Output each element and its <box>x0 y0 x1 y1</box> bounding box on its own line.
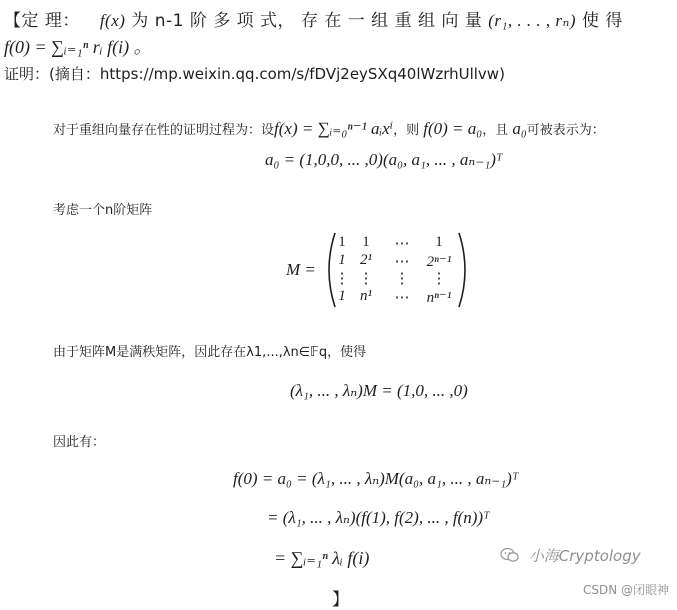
right-paren <box>455 231 473 309</box>
proof-repr: 可被表示为： <box>526 123 605 138</box>
proof-and: ，且 <box>482 123 509 138</box>
theorem-label: 定 理： <box>21 11 80 31</box>
wechat-logo-icon <box>500 547 520 563</box>
proof-intro-text: 对于重组向量存在性的证明过程为：设 <box>53 123 275 138</box>
equation-lambda-m: (λ₁, ... , λₙ)M = (1,0, ... ,0) <box>290 381 468 400</box>
proof-then: ，则 <box>393 123 420 138</box>
matrix-cell: nⁿ⁻¹ <box>426 290 452 306</box>
matrix-cell: 1 <box>362 234 370 250</box>
inline-polynomial: f(x) = ∑ᵢ₌₀ⁿ⁻¹ aᵢxⁱ <box>274 119 394 138</box>
equation-sum: = ∑ᵢ₌₁ⁿ λᵢ f(i) <box>274 548 370 568</box>
matrix-cell: ⋯ <box>394 254 410 270</box>
theorem-line-1 <box>4 6 623 31</box>
matrix-cell: ⋯ <box>394 236 410 252</box>
matrix-cell: n¹ <box>360 288 372 304</box>
theorem-text-1: 为 n-1 阶 多 项 式， 存 在 一 组 重 组 向 量 <box>125 11 489 31</box>
source-line: 证明：(摘自：https://mp.weixin.qq.com/s/fDVj2eySXq40lWzrhUllvw) <box>4 65 505 83</box>
matrix-cell: 2¹ <box>360 252 372 268</box>
matrix-cell: ⋮ <box>358 271 374 287</box>
open-bracket: 【 <box>4 11 22 31</box>
theorem-text-2: 使 得 <box>576 11 623 31</box>
watermark-text: 小海Cryptology <box>528 547 641 565</box>
theorem-line-2: f(0) = ∑ᵢ₌₁ⁿ rᵢ f(i) 。 <box>4 37 152 57</box>
theorem-tuple: (r₁, . . . , rₙ) <box>488 11 577 30</box>
matrix-cell: 1 <box>338 234 346 250</box>
matrix-cell: ⋯ <box>394 290 410 306</box>
watermark <box>500 545 641 566</box>
close-bracket: 】 <box>332 590 349 610</box>
matrix-cell: 2ⁿ⁻¹ <box>426 254 452 270</box>
inline-f0: f(0) = a₀ <box>423 119 483 138</box>
matrix-cell: ⋮ <box>431 271 447 287</box>
matrix-cell: ⋮ <box>334 271 350 287</box>
matrix-cell: 1 <box>338 252 346 268</box>
matrix-cell: 1 <box>338 288 346 304</box>
matrix-cell: 1 <box>435 234 443 250</box>
proof-intro <box>53 119 605 139</box>
matrix-label: M = <box>286 260 316 279</box>
equation-f-vector: = (λ₁, ... , λₙ)(f(1), f(2), ... , f(n))ᵀ <box>267 508 490 527</box>
full-rank-text: 由于矩阵M是满秩矩阵，因此存在λ1,...,λn∈𝔽q，使得 <box>53 345 367 360</box>
matrix-cell: ⋮ <box>394 271 410 287</box>
inline-a0: a₀ <box>512 119 527 138</box>
equation-a0: a₀ = (1,0,0, ... ,0)(a₀, a₁, ... , aₙ₋₁)ᵀ <box>265 150 503 169</box>
equation-f0: f(0) = a₀ = (λ₁, ... , λₙ)M(a₀, a₁, ... , aₙ₋₁)ᵀ <box>233 469 519 488</box>
therefore-text: 因此有： <box>53 435 106 450</box>
matrix-m <box>321 231 473 309</box>
theorem-fx: f(x) <box>99 11 126 30</box>
consider-matrix-text: 考虑一个n阶矩阵 <box>53 203 153 218</box>
csdn-credit: CSDN @闭眼神 <box>582 583 669 597</box>
